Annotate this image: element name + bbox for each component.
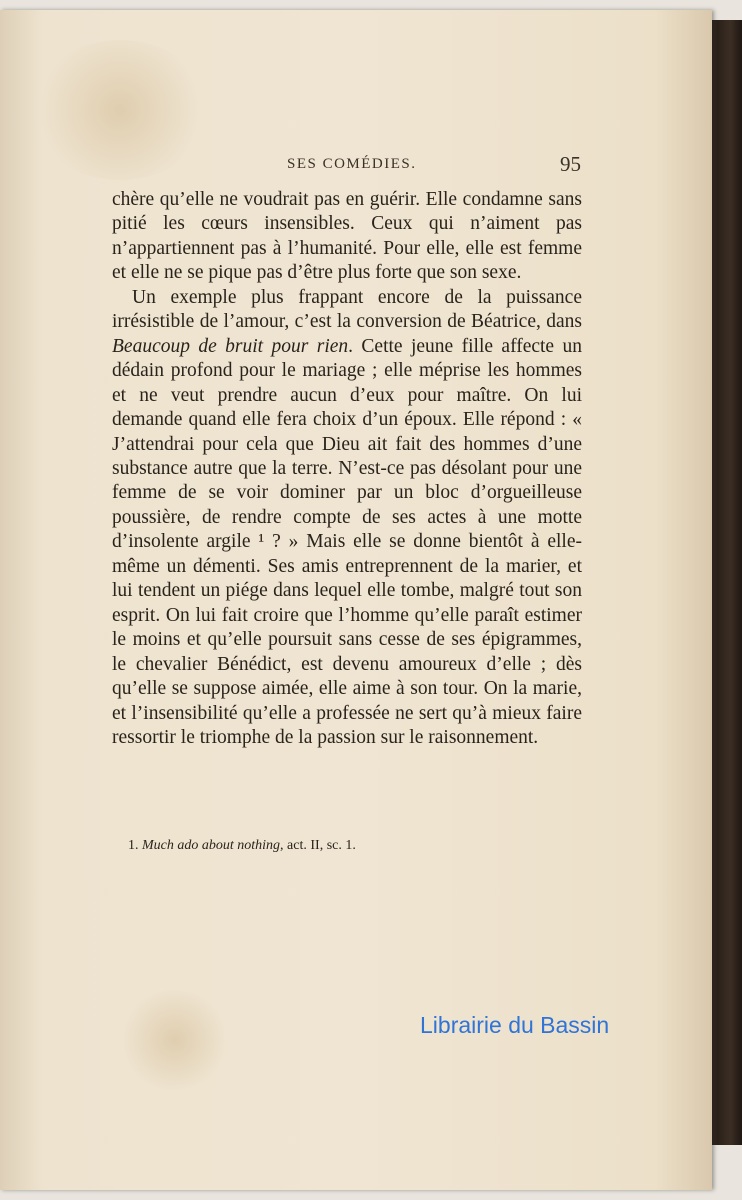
footnote-reference: , act. II, sc. 1. [280, 838, 356, 853]
watermark: Librairie du Bassin [420, 1012, 610, 1038]
footnote-title: Much ado about nothing [142, 838, 281, 853]
page-number: 95 [560, 152, 581, 176]
paragraph: chère qu’elle ne voudrait pas en guérir. Elle condamne sans pitié les cœurs insensibles. Ceux qui n’aiment pas n’appartiennent pas à l’humanité. Pour elle, elle est femme et elle ne se pique pas d’être plus forte que son sexe. [112, 189, 582, 284]
footnote [128, 838, 598, 854]
paragraph-text: . Cette jeune fille affecte un dédain profond pour le mariage ; elle méprise les hommes et ne veut prendre aucun d’eux pour maître. On lui demande quand elle fera choix d’un époux. Elle répond : « J’attendrai pour cela que Dieu ait fait des hommes d’une substance autre que la terre. N’est-ce pas désolant pour une femme de se voir dominer par un bloc d’orgueilleuse poussière, de rendre compte de ses actes à une motte d’insolente argile ¹ ? » Mais elle se donne bientôt à elle-même un démenti. Ses amis entreprennent de la marier, et lui tendent un piége dans lequel elle tombe, malgré tout son esprit. On lui fait croire que l’homme qu’elle paraît estimer le moins et qu’elle poursuit sans cesse de ses épigrammes, le chevalier Bénédict, est devenu amoureux d’elle ; dès qu’elle se suppose aimée, elle aime à son tour. On la marie, et l’insensibilité qu’elle a professée ne sert qu’à mieux faire ressortir le triomphe de la passion sur le raisonnement. [112, 335, 582, 748]
body-text [112, 188, 582, 750]
running-header [0, 148, 712, 178]
paper-stain [120, 990, 230, 1090]
running-title: SES COMÉDIES. [287, 156, 417, 172]
play-title: Beaucoup de bruit pour rien [112, 335, 349, 357]
paragraph [112, 286, 582, 751]
paragraph-text: Un exemple plus frappant encore de la puissance irrésistible de l’amour, c’est la conversion de Béatrice, dans [112, 286, 582, 333]
footnote-number: 1. [128, 838, 139, 853]
